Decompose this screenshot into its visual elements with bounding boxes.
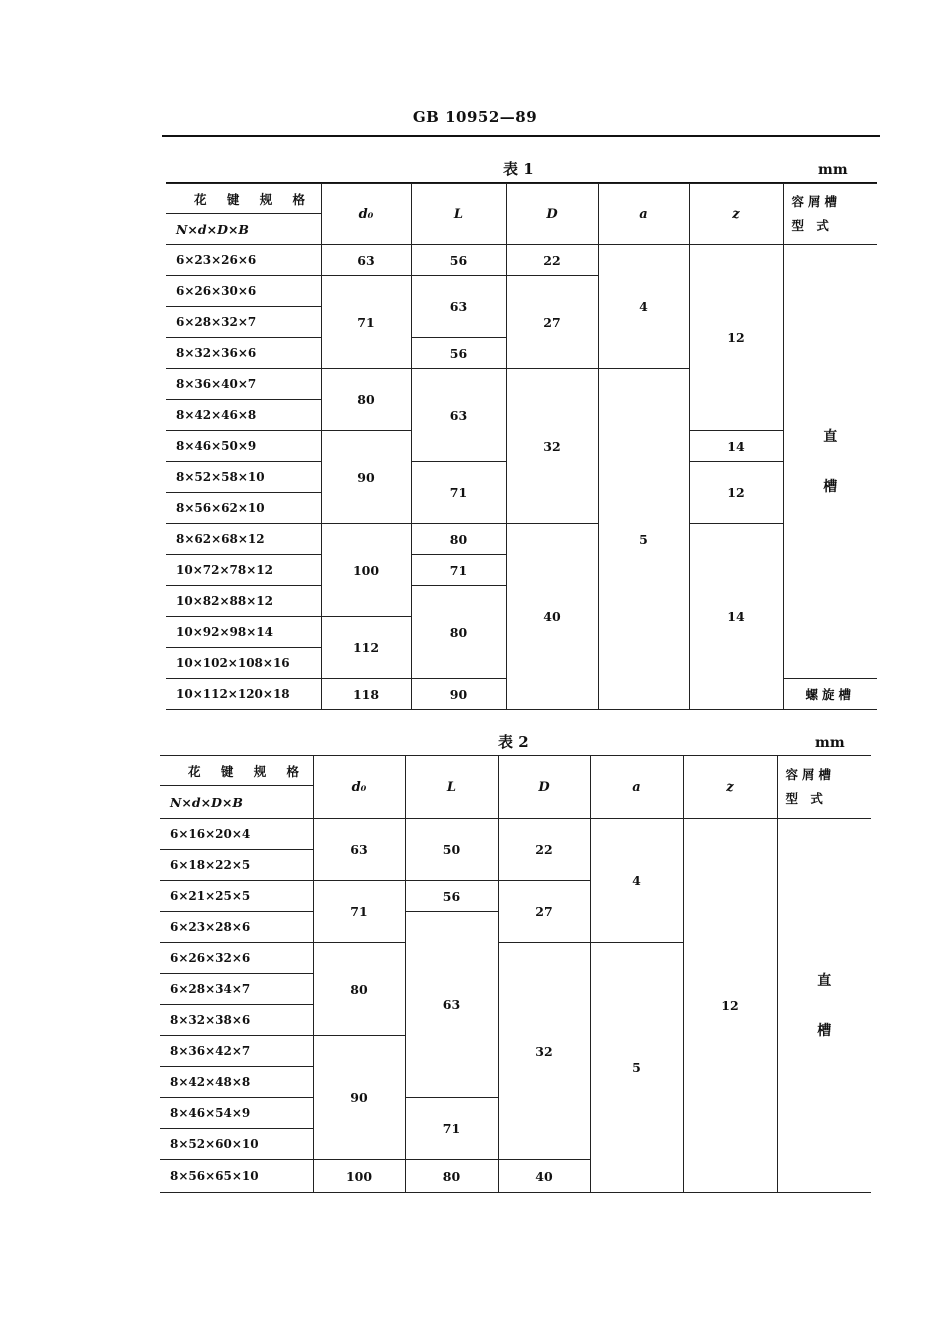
spec-cell: 6×23×26×6 <box>166 245 321 276</box>
spec-cell: 8×36×40×7 <box>166 369 321 400</box>
spec-header-label: 花 键 规 格 <box>166 184 321 214</box>
d0-header: d₀ <box>321 184 411 245</box>
table2-unit: mm <box>815 735 845 751</box>
spec-cell: 6×16×20×4 <box>160 819 313 850</box>
z-header: z <box>683 756 777 819</box>
spec-cell: 8×46×50×9 <box>166 431 321 462</box>
L-cell: 63 <box>405 912 498 1098</box>
standard-number: GB 10952—89 <box>412 108 538 126</box>
spec-cell: 8×52×60×10 <box>160 1129 313 1160</box>
a-cell: 4 <box>590 819 683 943</box>
D-cell: 22 <box>506 245 598 276</box>
L-cell: 63 <box>411 369 506 462</box>
spec-cell: 8×52×58×10 <box>166 462 321 493</box>
spec-cell: 6×26×32×6 <box>160 943 313 974</box>
d0-cell: 90 <box>313 1036 405 1160</box>
a-header: a <box>598 184 689 245</box>
D-header: D <box>498 756 590 819</box>
spec-cell: 10×92×98×14 <box>166 617 321 648</box>
groove-type-char2: 槽 <box>823 478 838 495</box>
spec-cell: 10×72×78×12 <box>166 555 321 586</box>
z-cell: 12 <box>689 245 783 431</box>
spec-cell: 6×23×28×6 <box>160 912 313 943</box>
header-rule <box>162 135 880 137</box>
groove-type-header <box>777 756 871 819</box>
table1 <box>166 183 877 710</box>
d0-cell: 90 <box>321 431 411 524</box>
D-cell: 32 <box>506 369 598 524</box>
spec-cell: 8×56×65×10 <box>160 1160 313 1193</box>
d0-cell: 71 <box>313 881 405 943</box>
table2-caption: 表 2 <box>498 733 529 751</box>
D-cell: 40 <box>498 1160 590 1193</box>
groove-type-char1: 直 <box>817 972 832 989</box>
spec-cell: 10×82×88×12 <box>166 586 321 617</box>
L-cell: 56 <box>411 245 506 276</box>
L-cell: 80 <box>411 524 506 555</box>
spec-cell: 6×18×22×5 <box>160 850 313 881</box>
d0-header: d₀ <box>313 756 405 819</box>
groove-type-header-line1: 容屑槽 <box>791 194 842 209</box>
z-cell: 14 <box>689 431 783 462</box>
L-cell: 63 <box>411 276 506 338</box>
a-cell: 5 <box>590 943 683 1193</box>
groove-type-header-line2: 型 式 <box>791 218 833 233</box>
L-header: L <box>411 184 506 245</box>
spec-cell: 10×112×120×18 <box>166 679 321 710</box>
a-header: a <box>590 756 683 819</box>
spec-cell: 8×62×68×12 <box>166 524 321 555</box>
L-cell: 50 <box>405 819 498 881</box>
z-cell: 12 <box>689 462 783 524</box>
groove-type-header <box>783 184 877 245</box>
L-cell: 71 <box>411 555 506 586</box>
spec-header-label: 花 键 规 格 <box>160 756 313 786</box>
table1-unit: mm <box>818 162 848 178</box>
a-cell: 5 <box>598 369 689 710</box>
z-header: z <box>689 184 783 245</box>
spec-cell: 6×21×25×5 <box>160 881 313 912</box>
d0-cell: 63 <box>313 819 405 881</box>
D-cell: 40 <box>506 524 598 710</box>
groove-type-cell-helical: 螺旋槽 <box>783 679 877 710</box>
spec-cell: 6×28×32×7 <box>166 307 321 338</box>
d0-cell: 63 <box>321 245 411 276</box>
spec-cell: 8×42×46×8 <box>166 400 321 431</box>
spec-cell: 6×26×30×6 <box>166 276 321 307</box>
D-cell: 27 <box>506 276 598 369</box>
spec-cell: 8×32×38×6 <box>160 1005 313 1036</box>
L-cell: 80 <box>405 1160 498 1193</box>
spec-header-formula: N×d×D×B <box>166 214 321 245</box>
spec-cell: 8×56×62×10 <box>166 493 321 524</box>
spec-cell: 8×32×36×6 <box>166 338 321 369</box>
L-cell: 56 <box>411 338 506 369</box>
groove-type-char1: 直 <box>823 428 838 445</box>
d0-cell: 80 <box>321 369 411 431</box>
d0-cell: 71 <box>321 276 411 369</box>
L-cell: 71 <box>405 1098 498 1160</box>
d0-cell: 100 <box>321 524 411 617</box>
groove-type-header-line2: 型 式 <box>785 791 827 806</box>
L-header: L <box>405 756 498 819</box>
d0-cell: 100 <box>313 1160 405 1193</box>
spec-cell: 8×42×48×8 <box>160 1067 313 1098</box>
L-cell: 56 <box>405 881 498 912</box>
d0-cell: 112 <box>321 617 411 679</box>
groove-type-header-line1: 容屑槽 <box>785 767 836 782</box>
D-cell: 27 <box>498 881 590 943</box>
d0-cell: 80 <box>313 943 405 1036</box>
D-header: D <box>506 184 598 245</box>
L-cell: 71 <box>411 462 506 524</box>
L-cell: 80 <box>411 586 506 679</box>
spec-cell: 10×102×108×16 <box>166 648 321 679</box>
groove-type-char2: 槽 <box>817 1022 832 1039</box>
d0-cell: 118 <box>321 679 411 710</box>
spec-cell: 8×36×42×7 <box>160 1036 313 1067</box>
spec-header-formula: N×d×D×B <box>160 786 313 819</box>
D-cell: 32 <box>498 943 590 1160</box>
table1-caption: 表 1 <box>503 160 534 178</box>
a-cell: 4 <box>598 245 689 369</box>
z-cell: 14 <box>689 524 783 710</box>
groove-type-cell <box>777 819 871 1193</box>
table2 <box>160 755 871 1193</box>
spec-cell: 6×28×34×7 <box>160 974 313 1005</box>
spec-cell: 8×46×54×9 <box>160 1098 313 1129</box>
D-cell: 22 <box>498 819 590 881</box>
groove-type-cell <box>783 245 877 679</box>
z-cell: 12 <box>683 819 777 1193</box>
L-cell: 90 <box>411 679 506 710</box>
